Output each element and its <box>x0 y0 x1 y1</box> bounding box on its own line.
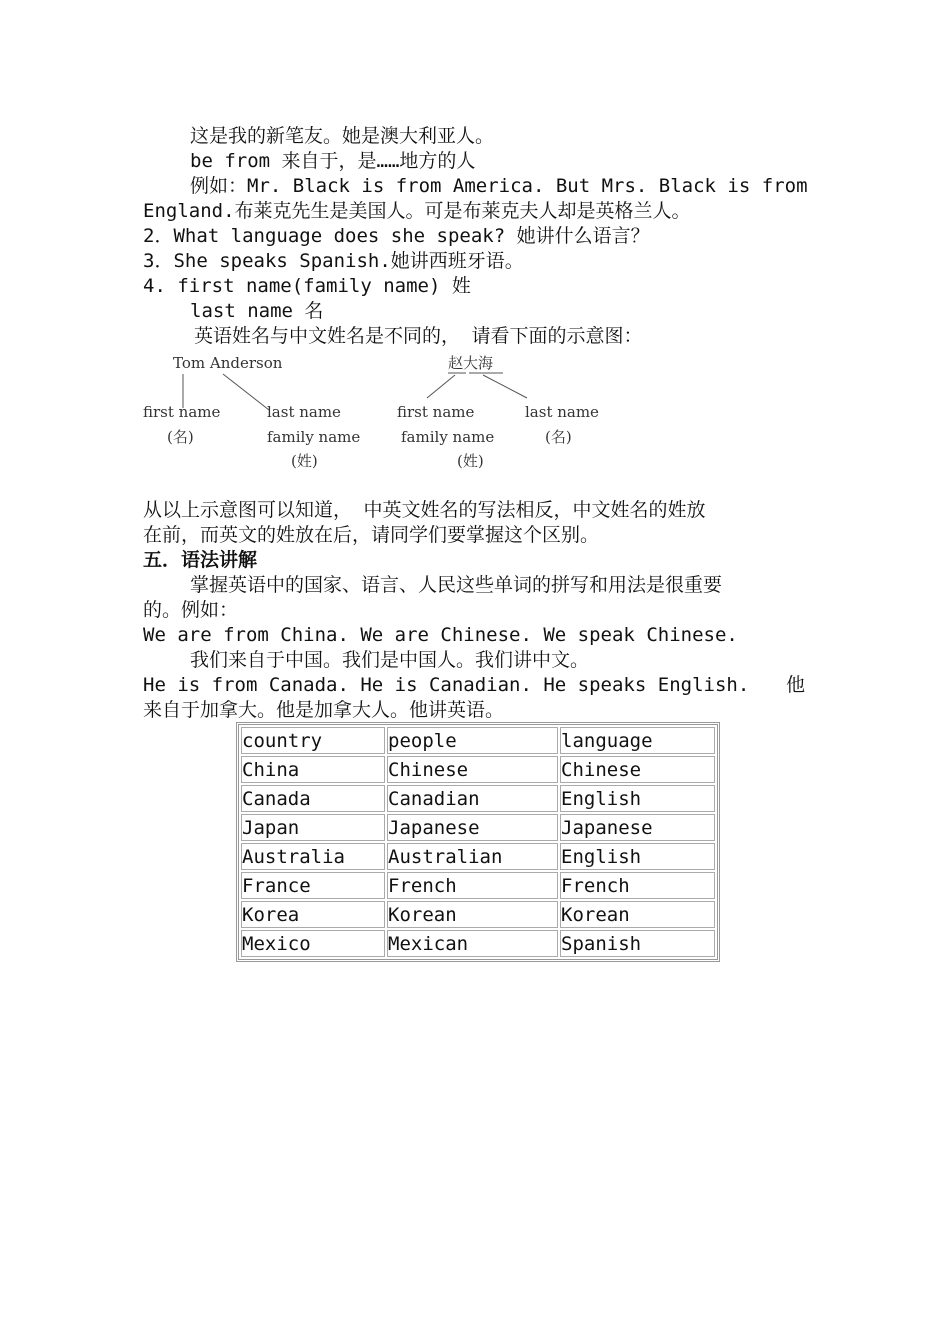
diagram-conclusion-1: 从以上示意图可以知道， 中英文姓名的写法相反，中文姓名的姓放 <box>143 499 706 521</box>
right-first-name: first name <box>397 403 475 421</box>
left-first-name: first name <box>143 403 221 421</box>
example-china-en: We are from China. We are Chinese. We speak Chinese. <box>143 624 738 646</box>
left-first-note: (名) <box>167 428 194 446</box>
country-cell: China <box>241 756 385 783</box>
intro-line-2: be from 来自于，是……地方的人 <box>190 150 476 172</box>
example-line-2: England.布莱克先生是美国人。可是布莱克夫人却是英格兰人。 <box>143 200 691 222</box>
table-row <box>241 872 715 899</box>
people-cell: Australian <box>387 843 558 870</box>
country-cell: Australia <box>241 843 385 870</box>
table-row <box>241 785 715 812</box>
example-canada-he: 他 <box>786 674 806 696</box>
grammar-intro-1: 掌握英语中的国家、语言、人民这些单词的拼写和用法是很重要 <box>190 574 723 596</box>
diagram-intro: 英语姓名与中文姓名是不同的， 请看下面的示意图： <box>194 325 643 347</box>
people-cell: Mexican <box>387 930 558 957</box>
point-2: 2．What language does she speak? 她讲什么语言？ <box>143 225 650 247</box>
country-cell: Korea <box>241 901 385 928</box>
table-row <box>241 843 715 870</box>
example-china-zh: 我们来自于中国。我们是中国人。我们讲中文。 <box>190 649 590 671</box>
connector-left-last <box>223 374 269 410</box>
country-cell: France <box>241 872 385 899</box>
people-cell: Korean <box>387 901 558 928</box>
language-cell: English <box>560 843 715 870</box>
table-row <box>241 930 715 957</box>
language-cell: Spanish <box>560 930 715 957</box>
left-last-note: (姓) <box>291 452 318 470</box>
country-cell: Japan <box>241 814 385 841</box>
language-cell: English <box>560 785 715 812</box>
example-canada-zh: 来自于加拿大。他是加拿大人。他讲英语。 <box>143 699 505 721</box>
name-order-diagram <box>143 348 613 478</box>
grammar-intro-2: 的。例如： <box>143 599 239 621</box>
country-cell: Mexico <box>241 930 385 957</box>
vocabulary-table <box>236 722 720 962</box>
people-cell: people <box>387 727 558 754</box>
chinese-name: 赵大海 <box>448 354 494 372</box>
point-3: 3．She speaks Spanish.她讲西班牙语。 <box>143 250 524 272</box>
connector-right-last <box>483 375 527 398</box>
language-cell: Chinese <box>560 756 715 783</box>
language-cell: Korean <box>560 901 715 928</box>
right-last-note: (名) <box>545 428 572 446</box>
table-row <box>241 901 715 928</box>
country-cell: Canada <box>241 785 385 812</box>
language-cell: French <box>560 872 715 899</box>
connector-right-first <box>427 375 455 398</box>
left-last-name: last name <box>267 403 341 421</box>
language-cell: Japanese <box>560 814 715 841</box>
people-cell: French <box>387 872 558 899</box>
intro-line-1: 这是我的新笔友。她是澳大利亚人。 <box>190 125 495 147</box>
people-cell: Canadian <box>387 785 558 812</box>
section-heading: 五．语法讲解 <box>143 549 258 571</box>
left-last-alt: family name <box>267 428 361 446</box>
country-cell: country <box>241 727 385 754</box>
people-cell: Japanese <box>387 814 558 841</box>
table-header-row <box>241 727 715 754</box>
point-4: 4. first name(family name) 姓 <box>143 275 471 297</box>
table-row <box>241 756 715 783</box>
table-row <box>241 814 715 841</box>
english-name: Tom Anderson <box>173 354 283 372</box>
example-line-1: 例如：Mr. Black is from America. But Mrs. Black is from <box>190 175 808 197</box>
point-4-last-name: last name 名 <box>190 300 324 322</box>
language-cell: language <box>560 727 715 754</box>
right-last-name: last name <box>525 403 599 421</box>
right-first-note: (姓) <box>457 452 484 470</box>
example-canada-en: He is from Canada. He is Canadian. He speaks English. <box>143 674 750 696</box>
diagram-conclusion-2: 在前，而英文的姓放在后，请同学们要掌握这个区别。 <box>143 524 600 546</box>
people-cell: Chinese <box>387 756 558 783</box>
right-first-alt: family name <box>401 428 495 446</box>
